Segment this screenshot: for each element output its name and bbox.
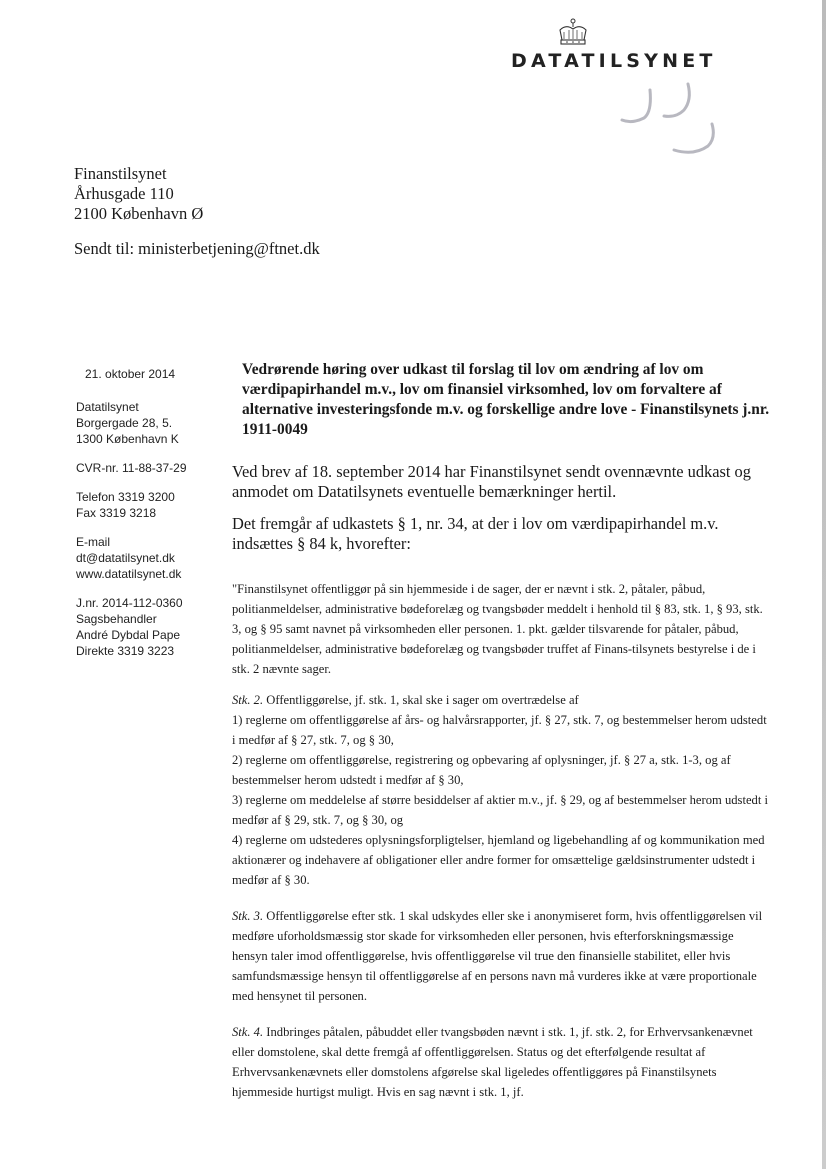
fax-line: Fax 3319 3218 (76, 506, 157, 520)
stk-text: Offentliggørelse, jf. stk. 1, skal ske i sager om overtrædelse af (263, 693, 579, 707)
sent-to: Sendt til: ministerbetjening@ftnet.dk (74, 239, 320, 258)
stk-text: Offentliggørelse efter stk. 1 skal udskydes eller ske i anonymiseret form, hvis offentliggørelsen vil medføre uforholdsmæssig stor skade for virksomheden eller personen, hvis efterforskningsmæssige hensyn taler imod offentliggørelse, hvis offentliggørelse vil true den finansielle stabilitet, eller hvis samfundsmæssige hensyn til offentliggørelse af en persons navn må vurderes ikke at være proportionale med hensynet til personen. (232, 909, 763, 1003)
list-item: 2) reglerne om offentliggørelse, registrering og opbevaring af oplysninger, jf. § 27 a, stk. 1-3, og af bestemmelser herom udstedt i medfør af § 30, (232, 753, 731, 787)
case-block (76, 595, 226, 659)
sender-line: Datatilsynet (76, 400, 139, 414)
case-handler-label: Sagsbehandler (76, 612, 157, 626)
quote-paragraph: "Finanstilsynet offentliggør på sin hjemmeside i de sager, der er nævnt i stk. 2, påtaler, påbud, politianmeldelser, administrative bødeforelæg og tvangsbøder meddelt i henhold til § 83, stk. 1, § 93, stk. 3, og § 95 samt navnet på virksomheden eller personen. 1. pkt. gælder tilsvarende for påtaler, påbud, politianmeldelser, administrative bødeforelæg og tvangsbøder truffet af Finans-tilsynets bestyrelse i de i stk. 2 nævnte sager. (232, 582, 763, 676)
cvr-number: CVR-nr. 11-88-37-29 (76, 461, 187, 475)
intro-paragraph: Det fremgår af udkastets § 1, nr. 34, at der i lov om værdipapirhandel m.v. indsættes § 84 k, hvorefter: (232, 514, 719, 553)
quote-stk2 (232, 690, 770, 890)
email-block (76, 534, 226, 582)
letter-subject: Vedrørende høring over udkast til forslag til lov om ændring af lov om værdipapirhandel m.v., lov om finansiel virksomhed, lov om forvaltere af alternative investeringsfonde m.v. og forskellige andre love - Finanstilsynets j.nr. 1911-0049 (242, 361, 770, 438)
recipient-address (74, 164, 203, 224)
website: www.datatilsynet.dk (76, 567, 182, 581)
stk-label: Stk. 4. (232, 1025, 264, 1039)
recipient-line: Finanstilsynet (74, 164, 167, 183)
phone-block (76, 489, 226, 521)
stk-label: Stk. 2. (232, 693, 264, 707)
case-number: J.nr. 2014-112-0360 (76, 596, 183, 610)
logo-text: DATATILSYNET (511, 50, 717, 72)
case-handler-phone: Direkte 3319 3223 (76, 644, 175, 658)
list-item: 4) reglerne om udstederes oplysningsforpligtelser, hjemland og ligebehandling af og kommunikation med aktionærer og indehavere af obligationer eller andre former for omsættelige gældsinstrumenter udstedt i medfør af § 30. (232, 833, 765, 887)
stk-text: Indbringes påtalen, påbuddet eller tvangsbøden nævnt i stk. 1, jf. stk. 2, for Erhvervsankenævnet eller domstolene, skal dette fremgå af offentliggørelsen. Status og det efterfølgende resultat af Erhvervsankenævnets eller domstolens afgørelse skal ligeledes offentliggøres på Finanstilsynets hjemmeside hurtigst muligt. Hvis en sag nævnt i stk. 1, jf. (232, 1025, 753, 1099)
quote-stk3 (232, 906, 770, 1006)
handwritten-mark-icon (612, 80, 732, 165)
sender-sidebar (76, 366, 226, 672)
scan-edge (822, 0, 826, 1169)
email-address: dt@datatilsynet.dk (76, 551, 175, 565)
phone-line: Telefon 3319 3200 (76, 490, 175, 504)
letter-intro (232, 462, 777, 566)
list-item: 1) reglerne om offentliggørelse af års- og halvårsrapporter, jf. § 27, stk. 7, og bestemmelser herom udstedt i medfør af § 27, stk. 7, og § 30, (232, 713, 767, 747)
sender-address (76, 399, 226, 447)
list-item: 3) reglerne om meddelelse af større besiddelser af aktier m.v., jf. § 29, og af bestemmelser herom udstedt i medfør af § 29, stk. 7, og § 30, og (232, 793, 768, 827)
crown-icon (556, 18, 590, 48)
sender-line: 1300 København K (76, 432, 179, 446)
letter-date: 21. oktober 2014 (85, 367, 176, 381)
sender-line: Borgergade 28, 5. (76, 416, 173, 430)
quoted-law-text (232, 579, 770, 1113)
recipient-line: Århusgade 110 (74, 184, 174, 203)
stk-label: Stk. 3. (232, 909, 264, 923)
quote-stk4 (232, 1022, 770, 1102)
case-handler-name: André Dybdal Pape (76, 628, 181, 642)
recipient-line: 2100 København Ø (74, 204, 204, 223)
email-label: E-mail (76, 535, 111, 549)
intro-paragraph: Ved brev af 18. september 2014 har Finanstilsynet sendt ovennævnte udkast og anmodet om Datatilsynets eventuelle bemærkninger hertil. (232, 462, 751, 501)
